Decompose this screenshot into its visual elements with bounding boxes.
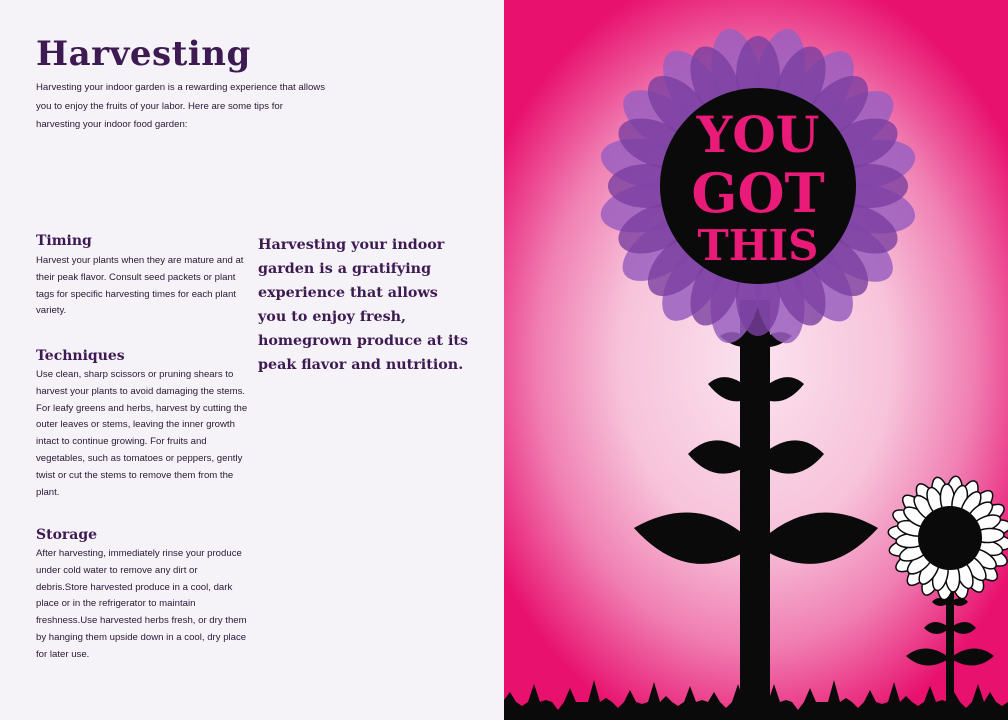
leaf — [756, 512, 878, 563]
section-body-techniques: Use clean, sharp scissors or pruning shears to harvest your plants to avoid damaging the stems. For leafy greens and herbs, harvest by cutting the outer leaves or stems, leaving the inner growth intact to continue growing. For fruits and vegetables, such as tomatoes or peppers, gently twist or cut the stems to remove them from the plant. — [36, 369, 248, 498]
section-heading-storage: Storage — [36, 527, 98, 543]
leaf — [634, 512, 756, 563]
page-title: Harvesting — [36, 34, 251, 74]
right-page-illustration — [504, 0, 1008, 720]
leaf — [906, 648, 950, 665]
flower-word-2: GOT — [691, 161, 825, 225]
section-body-timing: Harvest your plants when they are mature and at their peak flavor. Consult seed packets or plant tags for specific harvesting times for each plant variety. — [36, 255, 244, 317]
section-body-storage: After harvesting, immediately rinse your produce under cold water to remove any dirt or debris.Store harvested produce in a cool, dark place or in the refrigerator to maintain freshness.Use harvested herbs fresh, or dry them by hanging them upside down in a cool, dry place for later use. — [36, 548, 247, 660]
big-stem — [740, 300, 770, 720]
small-flower-center — [918, 506, 982, 570]
flower-word-3: THIS — [697, 221, 819, 270]
section-heading-techniques: Techniques — [36, 348, 125, 364]
intro-text: Harvesting your indoor garden is a rewarding experience that allows you to enjoy the fruits of your labor. Here are some tips for harvesting your indoor food garden: — [36, 82, 326, 130]
leaf — [950, 648, 994, 665]
flower-word-1: YOU — [696, 105, 820, 164]
section-heading-timing: Timing — [36, 233, 92, 249]
flower-illustration — [504, 0, 1008, 720]
pull-quote: Harvesting your indoor garden is a gratifying experience that allows you to enjoy fresh, homegrown produce at its peak flavor and nutrition. — [258, 237, 469, 373]
